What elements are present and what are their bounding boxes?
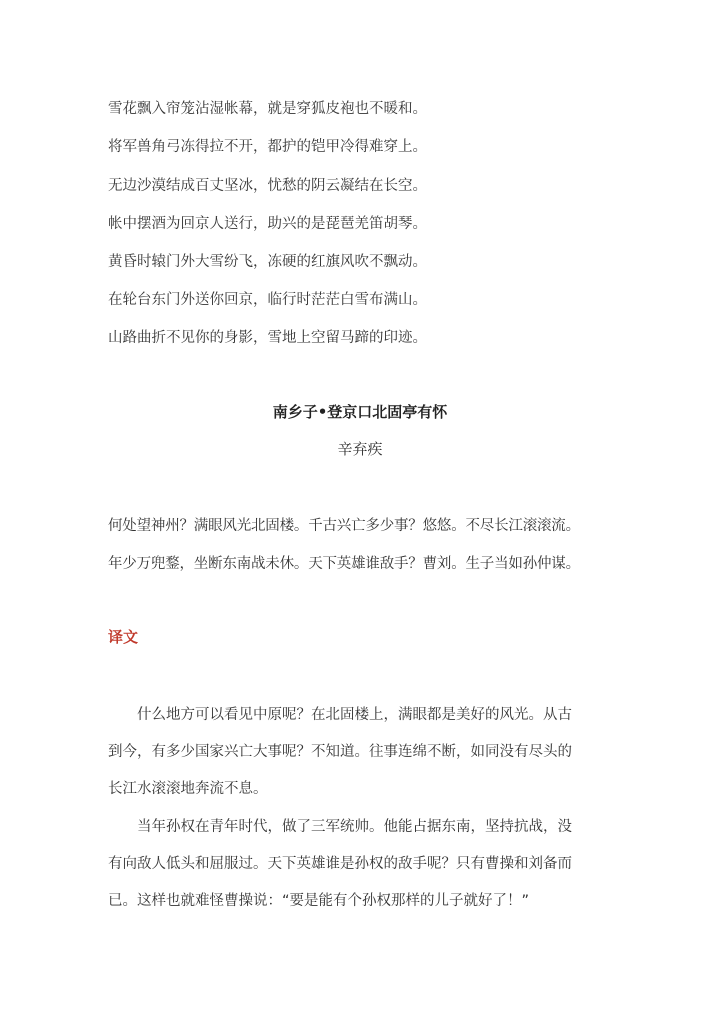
translation-line-7: 山路曲折不见你的身影，雪地上空留马蹄的印迹。 (108, 330, 427, 346)
translation-line-3: 无边沙漠结成百丈坚冰，忧愁的阴云凝结在长空。 (108, 178, 427, 194)
paragraph-1-line-2: 到今，有多少国家兴亡大事呢？不知道。往事连绵不断，如同没有尽头的 (108, 744, 572, 760)
paragraph-1-line-1: 什么地方可以看见中原呢？在北固楼上，满眼都是美好的风光。从古 (108, 707, 572, 723)
section-heading-translation: 译文 (108, 628, 139, 646)
translation-line-1: 雪花飘入帘笼沾湿帐幕，就是穿狐皮袍也不暖和。 (108, 101, 427, 117)
translation-line-4: 帐中摆酒为回京人送行，助兴的是琵琶羌笛胡琴。 (108, 216, 427, 232)
translation-line-5: 黄昏时辕门外大雪纷飞，冻硬的红旗风吹不飘动。 (108, 254, 427, 270)
poem-title: 南乡子•登京口北固亭有怀 (272, 403, 448, 421)
paragraph-1-line-3: 长江水滚滚地奔流不息。 (108, 781, 268, 797)
poem-author: 辛弃疾 (337, 440, 383, 458)
poem-line-1: 何处望神州？满眼风光北固楼。千古兴亡多少事？悠悠。不尽长江滚滚流。 (108, 518, 580, 534)
translation-line-2: 将军兽角弓冻得拉不开，都护的铠甲冷得难穿上。 (108, 139, 427, 155)
paragraph-2-line-1: 当年孙权在青年时代，做了三军统帅。他能占据东南，坚持抗战，没 (108, 819, 572, 835)
paragraph-2-line-3: 已。这样也就难怪曹操说：“要是能有个孙权那样的儿子就好了！” (108, 893, 530, 909)
poem-line-2: 年少万兜鍪，坐断东南战未休。天下英雄谁敌手？曹刘。生子当如孙仲谋。 (108, 556, 580, 572)
translation-line-6: 在轮台东门外送你回京，临行时茫茫白雪布满山。 (108, 292, 427, 308)
paragraph-2-line-2: 有向敌人低头和屈服过。天下英雄谁是孙权的敌手呢？只有曹操和刘备而 (108, 856, 572, 872)
